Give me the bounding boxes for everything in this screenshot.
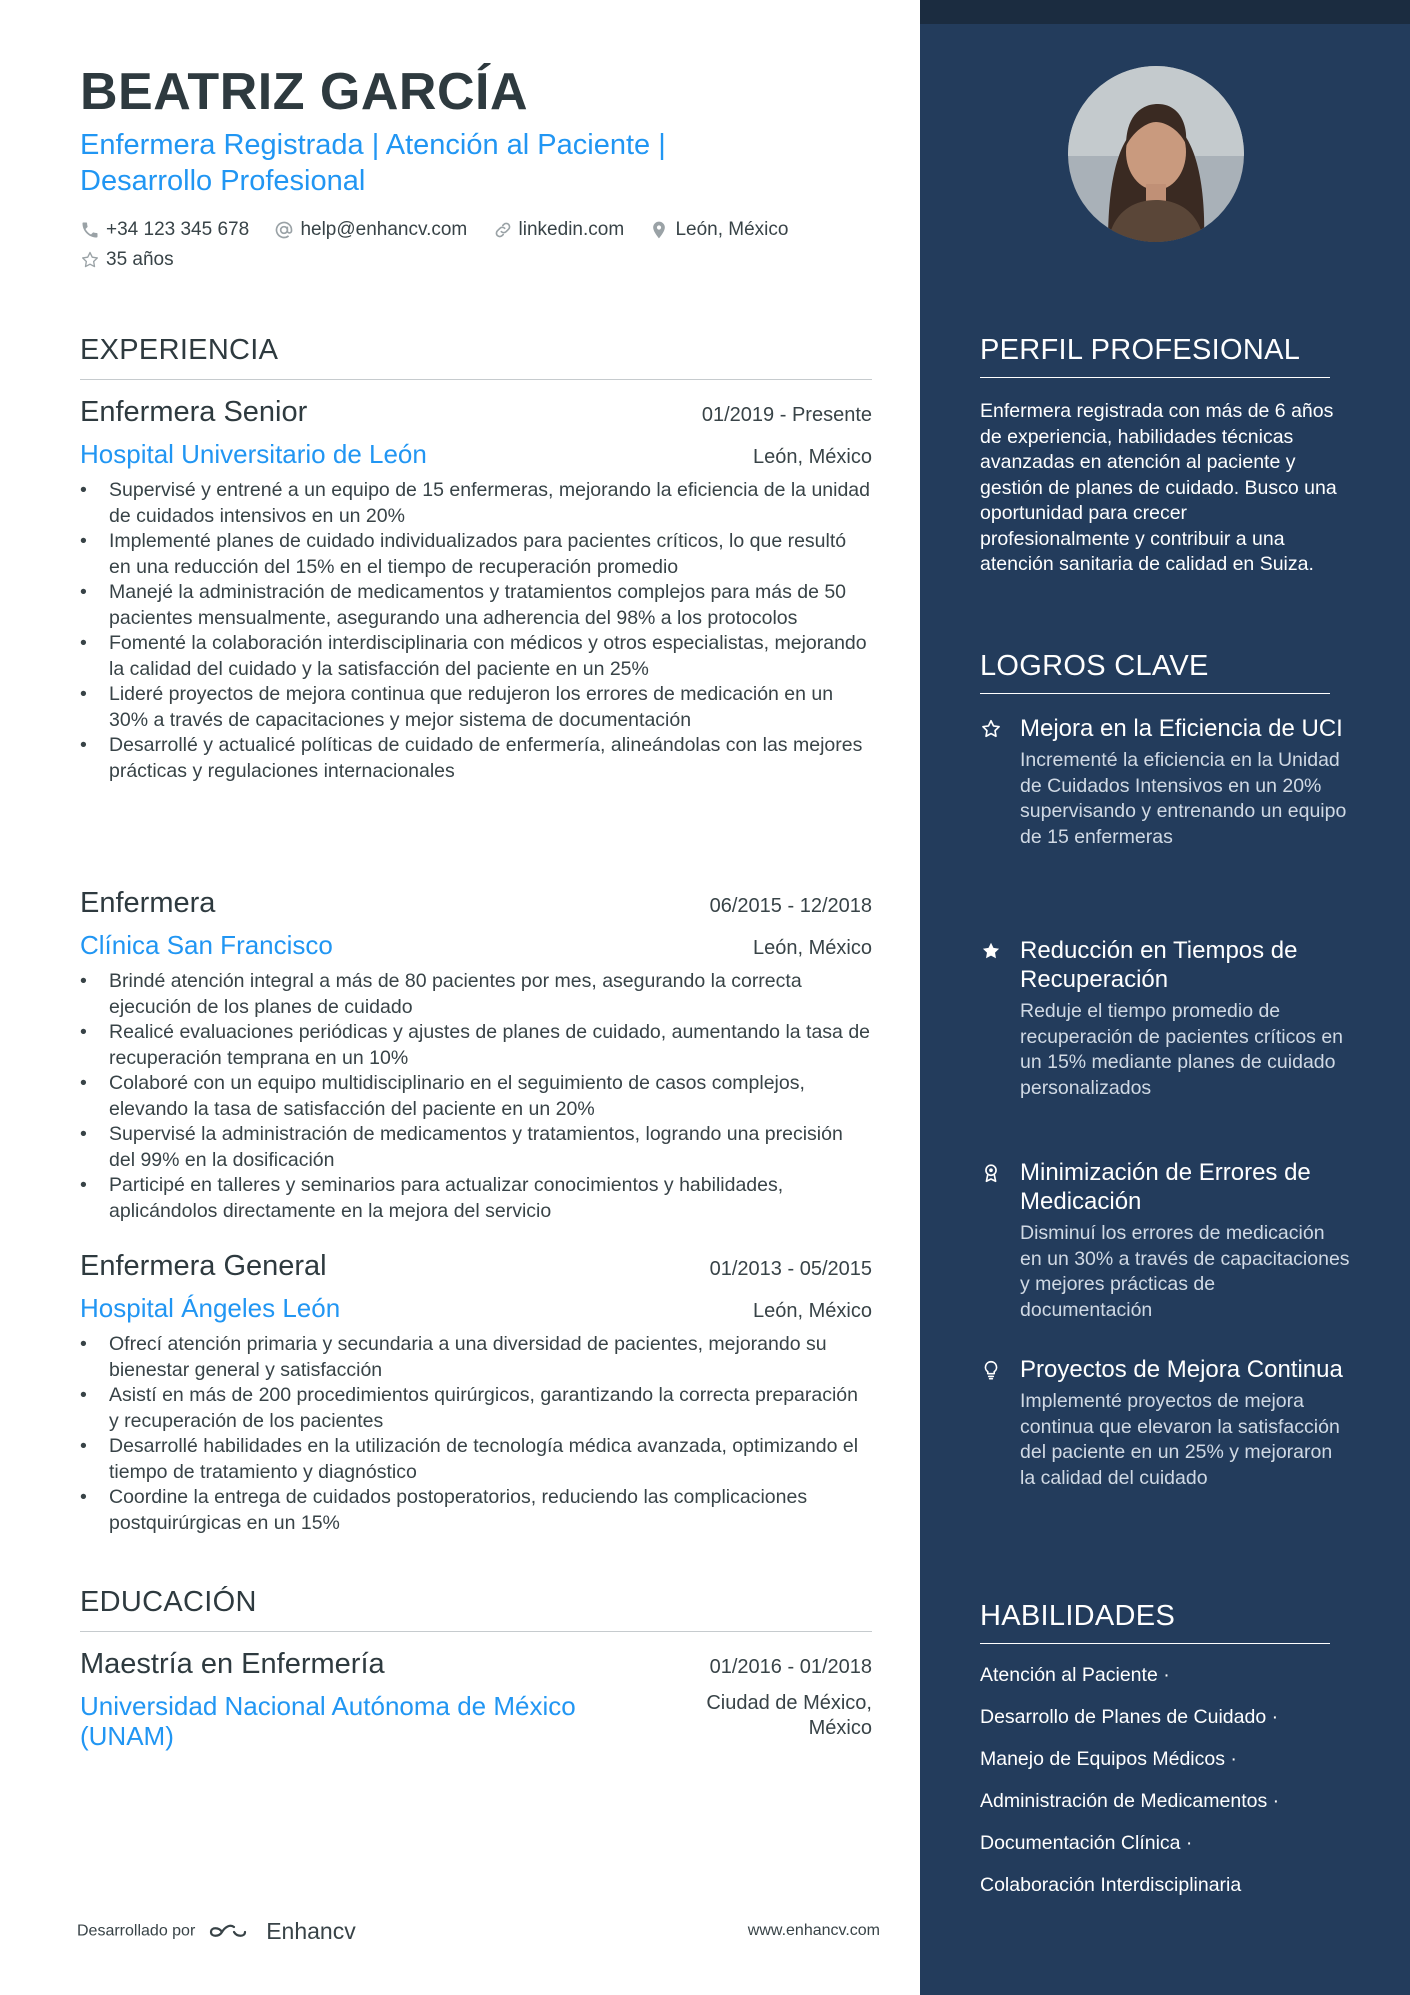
skill-item: Administración de Medicamentos ·: [980, 1790, 1280, 1812]
link-icon: [493, 220, 513, 240]
job-bullets: [80, 478, 872, 784]
headline-line-1: Enfermera Registrada | Atención al Paciente |: [80, 129, 666, 161]
achievements-section-title: LOGROS CLAVE: [980, 650, 1330, 694]
email-text: help@enhancv.com: [300, 219, 468, 240]
achievement-item: [980, 714, 1350, 850]
at-icon: [274, 220, 294, 240]
bullet-item: • Fomenté la colaboración interdisciplinaria con médicos y otros especialistas, mejorando la calidad del cuidado y la satisfacción del paciente en un 25%: [80, 631, 872, 682]
enhancv-logo-icon: [208, 1920, 258, 1944]
contact-info: [80, 216, 840, 276]
experience-section-title: EXPERIENCIA: [80, 334, 872, 380]
bullet-item: • Supervisé y entrené a un equipo de 15 enfermeras, mejorando la eficiencia de la unidad de cuidados intensivos en un 20%: [80, 478, 872, 529]
linkedin-text: linkedin.com: [518, 219, 625, 240]
contact-phone[interactable]: [80, 216, 249, 244]
skill-item: Desarrollo de Planes de Cuidado ·: [980, 1706, 1279, 1728]
location-pin-icon: [649, 220, 669, 240]
bullet-item: • Coordine la entrega de cuidados postoperatorios, reduciendo las complicaciones postquirúrgicas en un 15%: [80, 1485, 872, 1536]
profile-photo: [1068, 66, 1244, 242]
bullet-item: • Participé en talleres y seminarios para actualizar conocimientos y habilidades, aplicándolos directamente en la mejora del servicio: [80, 1173, 872, 1224]
footer-url[interactable]: www.enhancv.com: [747, 1922, 880, 1939]
school-line-2: (UNAM): [80, 1721, 174, 1751]
job-role: Enfermera Senior: [80, 396, 308, 428]
education-section-title: EDUCACIÓN: [80, 1586, 872, 1632]
job-entry: [80, 1250, 872, 1536]
footer: [77, 1918, 880, 1945]
bullet-item: • Colaboré con un equipo multidisciplinario en el seguimiento de casos complejos, elevando la tasa de satisfacción del paciente en un 20%: [80, 1071, 872, 1122]
job-role: Enfermera General: [80, 1250, 327, 1282]
achievement-title: Proyectos de Mejora Continua: [1020, 1356, 1343, 1383]
job-location: León, México: [753, 937, 872, 959]
phone-icon: [80, 220, 100, 240]
bullet-item: • Lideré proyectos de mejora continua que redujeron los errores de medicación en un 30% a través de capacitaciones y mejor sistema de documentación: [80, 682, 872, 733]
education-entry: [80, 1648, 872, 1751]
job-dates: 06/2015 - 12/2018: [709, 895, 872, 917]
bullet-item: • Supervisé la administración de medicamentos y tratamientos, logrando una precisión del 99% en la dosificación: [80, 1122, 872, 1173]
bullet-item: • Realicé evaluaciones periódicas y ajustes de planes de cuidado, aumentando la tasa de recuperación temprana en un 10%: [80, 1020, 872, 1071]
job-dates: 01/2013 - 05/2015: [709, 1258, 872, 1280]
job-entry: [80, 396, 872, 784]
education-location: [706, 1691, 872, 1741]
headline-line-2: Desarrollo Profesional: [80, 165, 366, 197]
achievement-title: Minimización de Errores de Medicación: [1020, 1159, 1311, 1215]
achievement-description: Incrementé la eficiencia en la Unidad de Cuidados Intensivos en un 20% supervisando y entrenando un equipo de 15 enfermeras: [1020, 749, 1347, 848]
phone-text: +34 123 345 678: [106, 219, 250, 240]
headline: [80, 127, 780, 199]
school-name[interactable]: [80, 1691, 576, 1751]
brand-name: Enhancv: [266, 1918, 356, 1944]
skills-section-title: HABILIDADES: [980, 1600, 1330, 1644]
achievement-item: [980, 1158, 1350, 1323]
bullet-item: • Ofrecí atención primaria y secundaria a una diversidad de pacientes, mejorando su bienestar general y satisfacción: [80, 1332, 872, 1383]
degree: Maestría en Enfermería: [80, 1648, 385, 1680]
job-company[interactable]: Clínica San Francisco: [80, 930, 333, 960]
achievement-description: Disminuí los errores de medicación en un 30% a través de capacitaciones y mejores prácticas de documentación: [1020, 1222, 1350, 1321]
skill-item: Colaboración Interdisciplinaria: [980, 1874, 1242, 1896]
achievement-description: Reduje el tiempo promedio de recuperación de pacientes críticos en un 15% mediante planes de cuidado personalizados: [1020, 1000, 1344, 1099]
contact-linkedin[interactable]: [493, 216, 625, 244]
bullet-item: • Desarrollé habilidades en la utilización de tecnología médica avanzada, optimizando el tiempo de tratamiento y diagnóstico: [80, 1434, 872, 1485]
sidebar: [920, 0, 1410, 1995]
achievement-item: [980, 936, 1350, 1101]
bullet-item: • Manejé la administración de medicamentos y tratamientos complejos para más de 50 pacientes mensualmente, asegurando una adherencia del 98% a los protocolos: [80, 580, 872, 631]
job-bullets: [80, 969, 872, 1224]
award-icon: [980, 1162, 1002, 1184]
age-text: 35 años: [106, 249, 174, 270]
job-company[interactable]: Hospital Ángeles León: [80, 1293, 341, 1323]
education-location-line-1: Ciudad de México,: [706, 1692, 872, 1714]
bullet-item: • Implementé planes de cuidado individualizados para pacientes críticos, lo que resultó en una reducción del 15% en el tiempo de recuperación promedio: [80, 529, 872, 580]
skill-item: Documentación Clínica ·: [980, 1832, 1193, 1854]
bullet-item: • Asistí en más de 200 procedimientos quirúrgicos, garantizando la correcta preparación y recuperación de los pacientes: [80, 1383, 872, 1434]
lightbulb-icon: [980, 1359, 1002, 1381]
achievement-item: [980, 1355, 1350, 1491]
education-dates: 01/2016 - 01/2018: [709, 1656, 872, 1678]
contact-age: [80, 246, 174, 274]
school-line-1: Universidad Nacional Autónoma de México: [80, 1691, 576, 1721]
star-filled-icon: [980, 940, 1002, 962]
achievement-description: Implementé proyectos de mejora continua que elevaron la satisfacción del paciente en un 25% y mejoraron la calidad del cuidado: [1020, 1390, 1340, 1489]
bullet-item: • Desarrollé y actualicé políticas de cuidado de enfermería, alineándolas con las mejores prácticas y regulaciones internacionales: [80, 733, 872, 784]
job-entry: [80, 887, 872, 1224]
achievement-title: Mejora en la Eficiencia de UCI: [1020, 715, 1343, 742]
contact-location: [649, 216, 788, 244]
education-location-line-2: México: [808, 1717, 872, 1739]
job-bullets: [80, 1332, 872, 1536]
job-dates: 01/2019 - Presente: [701, 404, 872, 426]
sidebar-top-band: [920, 0, 1410, 24]
job-location: León, México: [753, 446, 872, 468]
powered-by-text: Desarrollado por: [77, 1922, 196, 1940]
star-outline-icon: [980, 718, 1002, 740]
star-outline-icon: [80, 250, 100, 270]
skill-item: Manejo de Equipos Médicos ·: [980, 1748, 1237, 1770]
achievement-title: Reducción en Tiempos de Recuperación: [1020, 937, 1298, 993]
contact-email[interactable]: [274, 216, 467, 244]
profile-section-title: PERFIL PROFESIONAL: [980, 334, 1330, 378]
bullet-item: • Brindé atención integral a más de 80 pacientes por mes, asegurando la correcta ejecución de los planes de cuidado: [80, 969, 872, 1020]
job-company[interactable]: Hospital Universitario de León: [80, 439, 427, 469]
job-location: León, México: [753, 1300, 872, 1322]
skill-item: Atención al Paciente ·: [980, 1664, 1170, 1686]
profile-summary: Enfermera registrada con más de 6 años de experiencia, habilidades técnicas avanzadas en atención al paciente y gestión de planes de cuidado. Busco una oportunidad para crecer profesionalmente y contribuir a una atención sanitaria de calidad en Suiza.: [980, 400, 1337, 575]
candidate-name: BEATRIZ GARCÍA: [80, 63, 529, 121]
job-role: Enfermera: [80, 887, 216, 919]
location-text: León, México: [675, 219, 789, 240]
